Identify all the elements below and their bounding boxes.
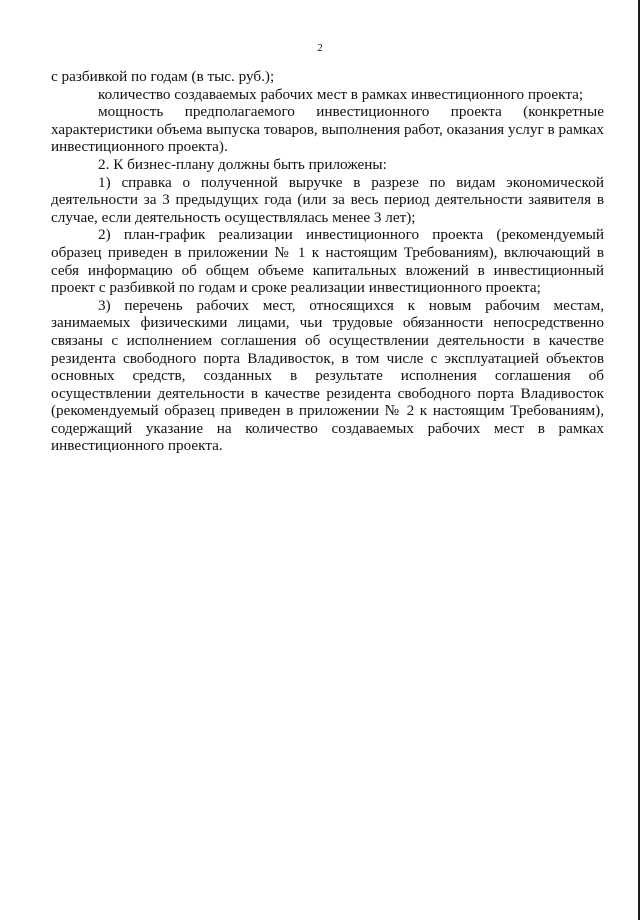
document-body bbox=[51, 68, 604, 455]
paragraph-item-2-schedule: 2) план-график реализации инвестиционного проекта (рекомендуемый образец приведен в приложении № 1 к настоящим Требованиям), включающий в себя информацию об общем объеме капитальных вложений в инвестиционный проект с разбивкой по годам и сроке реализации инвестиционного проекта; bbox=[51, 226, 604, 297]
paragraph-item-3-jobs-list: 3) перечень рабочих мест, относящихся к новым рабочим местам, занимаемых физическими лицами, чьи трудовые обязанности непосредственно связаны с исполнением соглашения об осуществлении деятельности в качестве резидента свободного порта Владивосток, в том числе с эксплуатацией объектов основных средств, созданных в результате исполнения соглашения об осуществлении деятельности в качестве резидента свободного порта Владивосток (рекомендуемый образец приведен в приложении № 2 к настоящим Требованиям), содержащий указание на количество создаваемых рабочих мест в рамках инвестиционного проекта. bbox=[51, 296, 604, 455]
page-number: 2 bbox=[317, 42, 323, 54]
paragraph-continuation: с разбивкой по годам (в тыс. руб.); bbox=[51, 68, 275, 85]
paragraph-jobs-count: количество создаваемых рабочих мест в рамках инвестиционного проекта; bbox=[98, 85, 584, 103]
paragraph-project-capacity: мощность предполагаемого инвестиционного проекта (конкретные характеристики объема выпуска товаров, выполнения работ, оказания услуг в рамках инвестиционного проекта). bbox=[51, 103, 604, 156]
paragraph-item-1-revenue: 1) справка о полученной выручке в разрезе по видам экономической деятельности за 3 предыдущих года (или за весь период деятельности заявителя в случае, если деятельность осуществлялась менее 3 лет); bbox=[51, 173, 604, 226]
paragraph-attachments-heading: 2. К бизнес-плану должны быть приложены: bbox=[98, 155, 387, 173]
